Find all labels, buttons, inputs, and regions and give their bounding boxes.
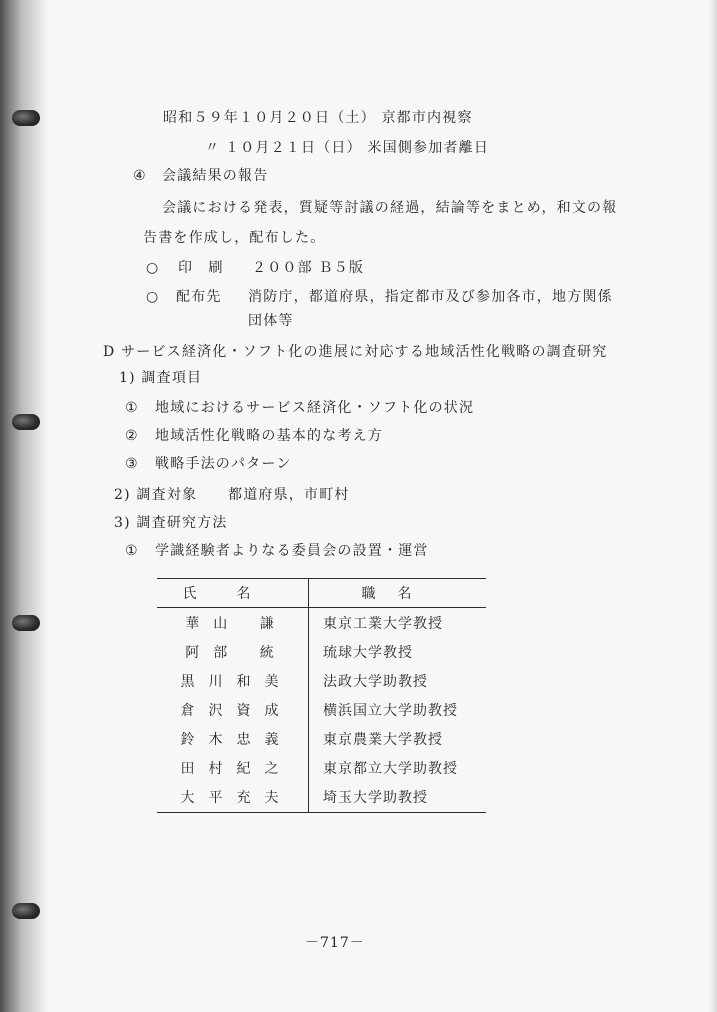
subsection-2-heading: 2) 調査対象 (114, 487, 198, 503)
binder-ring-3 (12, 615, 40, 631)
binding-shadow (0, 0, 48, 1012)
table-header-row (157, 579, 486, 608)
table-row (157, 695, 486, 724)
member-title: 横浜国立大学助教授 (323, 702, 458, 719)
table-row (157, 782, 486, 813)
binder-ring-1 (12, 110, 40, 126)
item-4-heading: 会議結果の報告 (162, 168, 269, 184)
schedule-oct20: 昭和５９年１０月２０日（土） 京都市内視察 (163, 110, 473, 126)
binder-ring-2 (12, 414, 40, 430)
member-title: 法政大学助教授 (323, 673, 428, 690)
page-edge-shadow (709, 0, 717, 1012)
member-name: 田村紀之 (157, 753, 309, 782)
table-row (157, 637, 486, 666)
bullet-print-label: 印 刷 (178, 260, 229, 276)
subsection-3-heading: 3) 調査研究方法 (114, 515, 228, 531)
subsection-1-heading: 1) 調査項目 (119, 370, 203, 386)
member-title: 東京工業大学教授 (323, 615, 443, 632)
method-1: 学識経験者よりなる委員会の設置・運営 (155, 543, 429, 559)
member-title: 東京農業大学教授 (323, 731, 443, 748)
member-name: 阿部 統 (157, 637, 309, 666)
table-row (157, 753, 486, 782)
ditto-mark: 〃 (205, 140, 221, 156)
member-title: 琉球大学教授 (323, 644, 413, 661)
report-paragraph-line1: 会議における発表，質疑等討議の経過，結論等をまとめ，和文の報 (162, 200, 618, 216)
bullet-distribution-value-cont: 団体等 (248, 313, 294, 329)
table-row (157, 666, 486, 695)
header-name: 氏名 (157, 579, 309, 608)
method-1-number: ① (125, 543, 139, 559)
schedule-oct21: １０月２１日（日） 米国側参加者離日 (225, 140, 490, 156)
bullet-distribution-value: 消防庁，都道府県，指定都市及び参加各市，地方関係 (248, 289, 613, 305)
research-item-1: 地域におけるサービス経済化・ソフト化の状況 (155, 400, 475, 416)
item-4-number: ④ (133, 168, 147, 184)
subsection-2-value: 都道府県，市町村 (228, 487, 350, 503)
table-row (157, 724, 486, 753)
research-item-1-number: ① (125, 400, 139, 416)
bullet-print-value: ２００部 Ｂ５版 (252, 260, 365, 276)
member-name: 華山 謙 (157, 608, 309, 638)
section-d-heading: D サービス経済化・ソフト化の進展に対応する地域活性化戦略の調査研究 (103, 344, 608, 360)
bullet-print-mark: ○ (146, 260, 160, 276)
report-paragraph-line2: 告書を作成し，配布した。 (143, 230, 326, 246)
header-title: 職名 (309, 579, 487, 608)
research-item-2: 地域活性化戦略の基本的な考え方 (155, 428, 383, 444)
research-item-2-number: ② (125, 428, 139, 444)
research-item-3: 戦略手法のパターン (155, 456, 292, 472)
committee-members-table (157, 578, 486, 813)
member-name: 大平充夫 (157, 782, 309, 813)
page-number: －717－ (305, 935, 365, 951)
member-name: 黒川和美 (157, 666, 309, 695)
member-title: 埼玉大学助教授 (309, 782, 487, 813)
table-row (157, 608, 486, 638)
binder-ring-4 (12, 903, 40, 919)
member-name: 倉沢資成 (157, 695, 309, 724)
bullet-distribution-mark: ○ (146, 289, 160, 305)
bullet-distribution-label: 配布先 (176, 289, 222, 305)
member-title: 東京都立大学助教授 (323, 760, 458, 777)
research-item-3-number: ③ (125, 456, 139, 472)
member-name: 鈴木忠義 (157, 724, 309, 753)
